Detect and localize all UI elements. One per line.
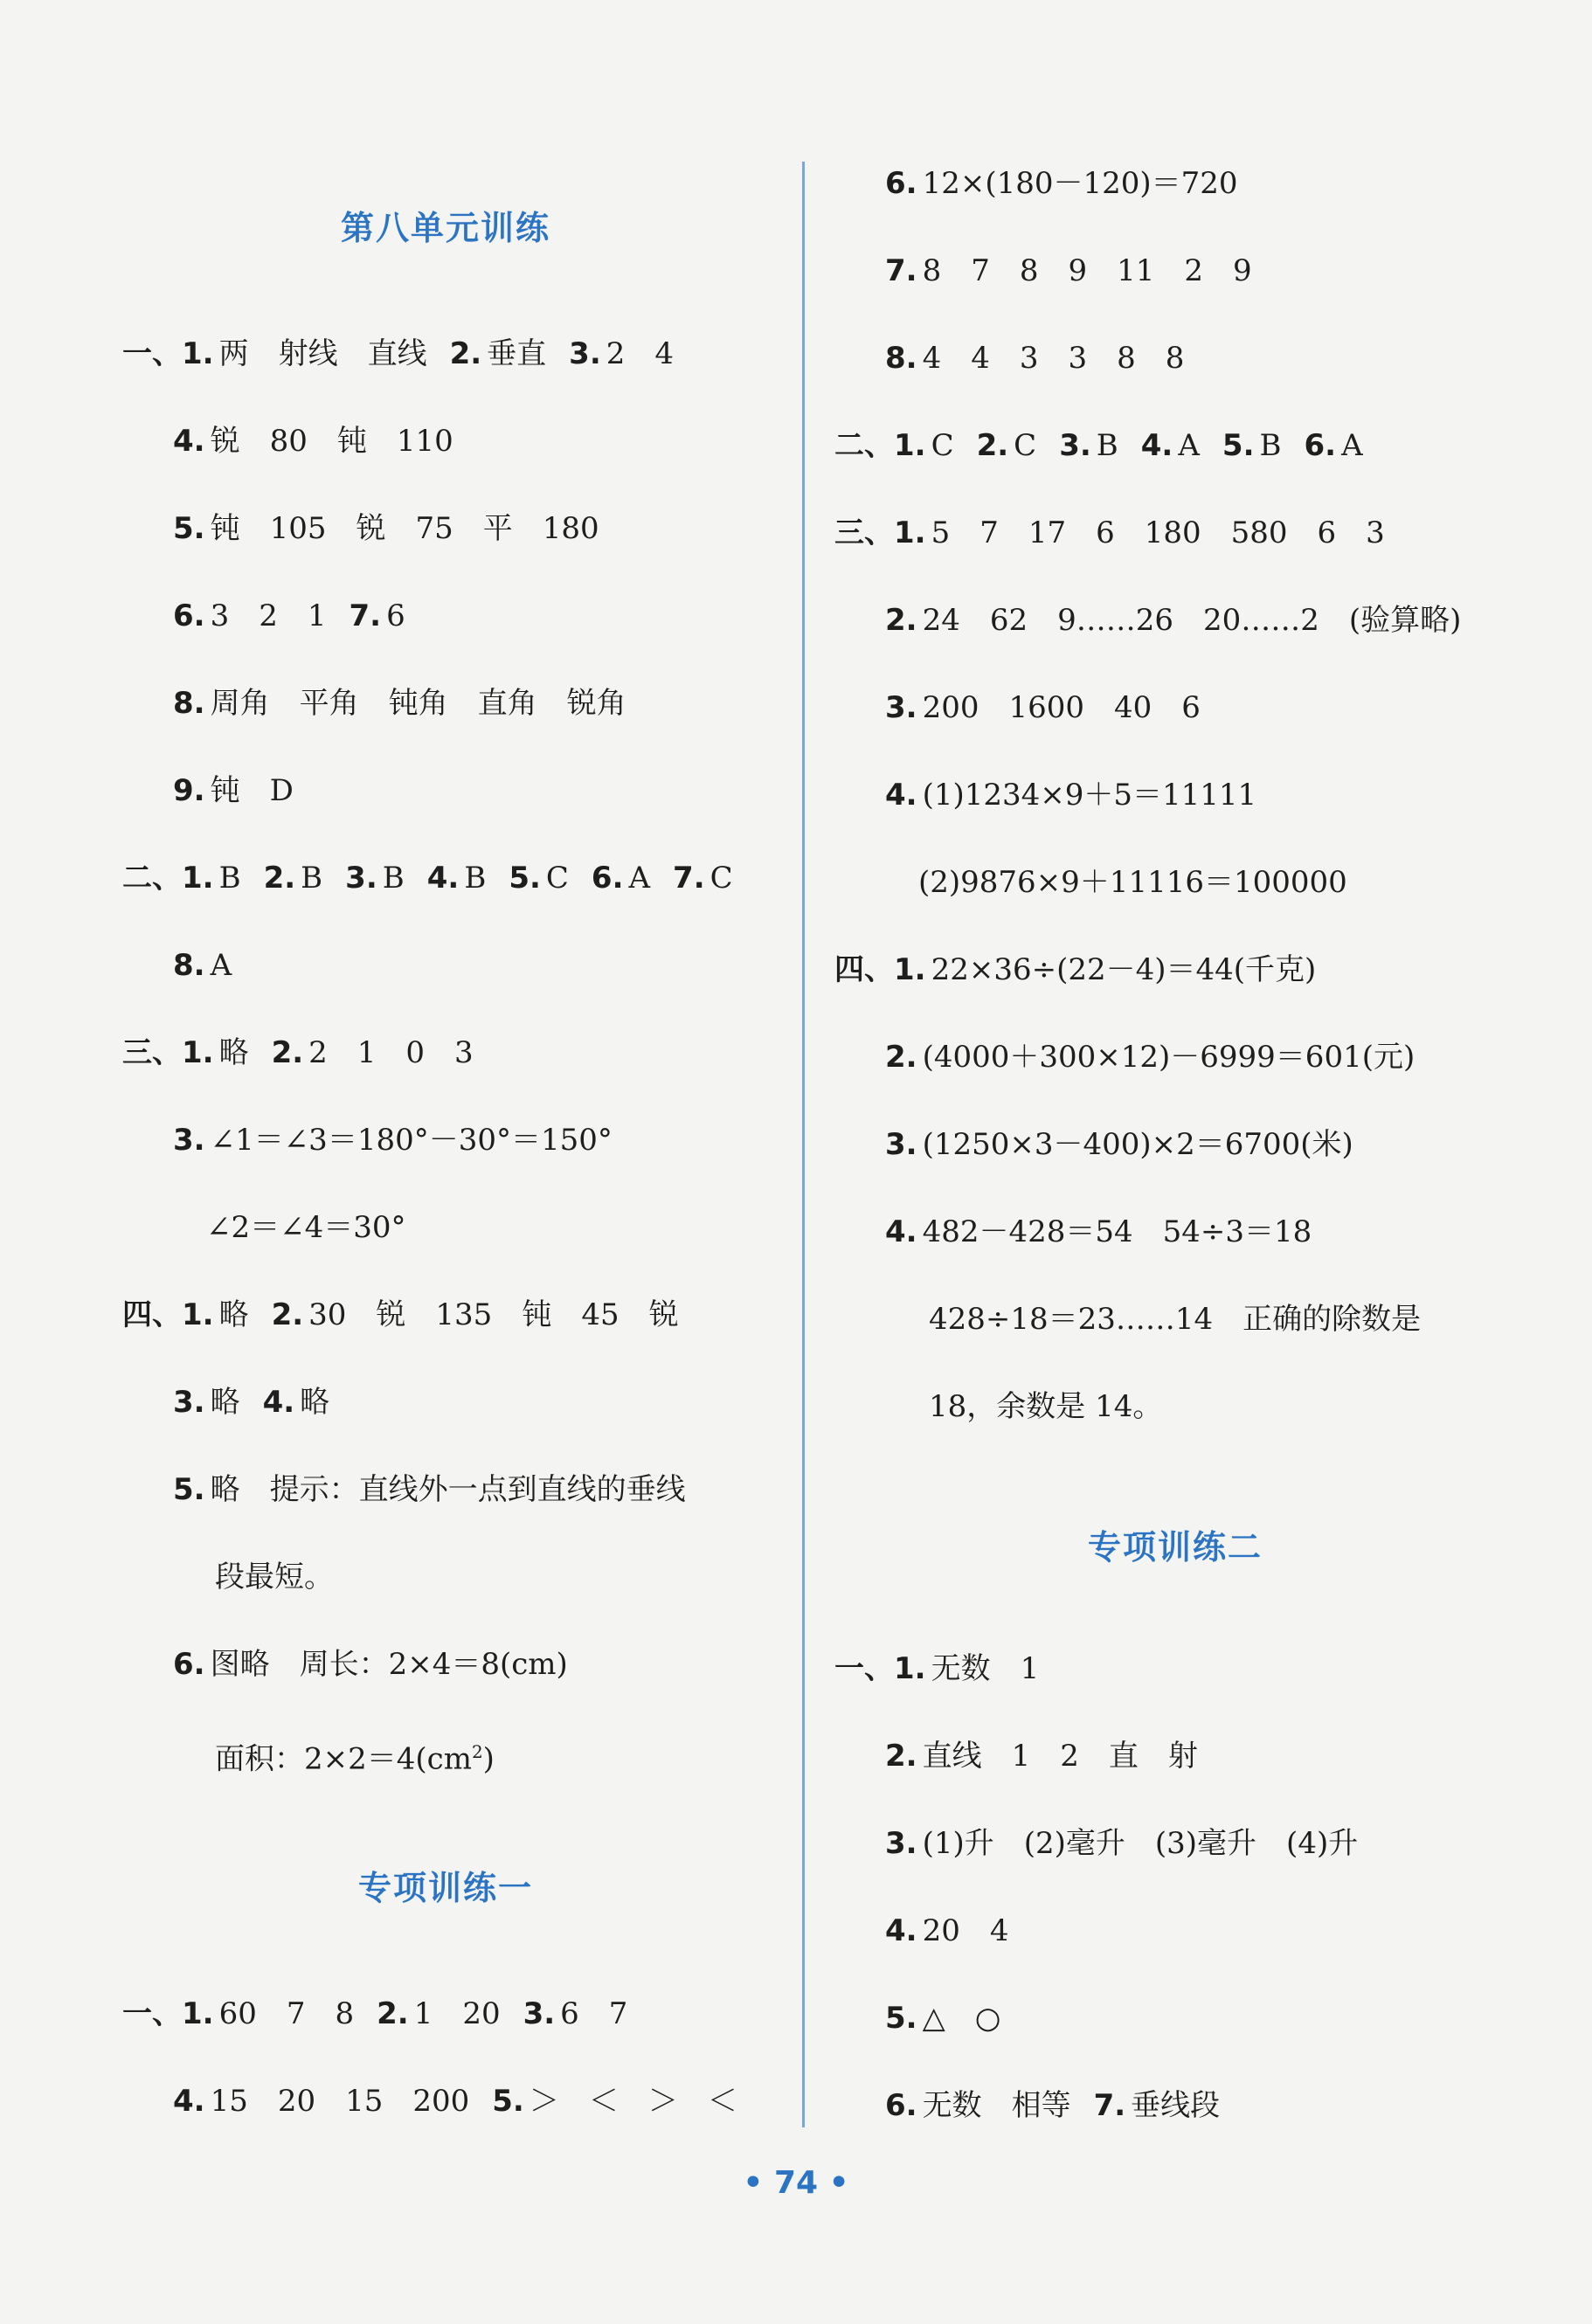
answer-line: (2)9876×9＋11116＝100000 — [918, 865, 1347, 900]
answer-line: 四、1. 略 2. 30 锐 135 钝 45 锐 — [122, 1297, 679, 1332]
answer-line: 三、1. 略 2. 2 1 0 3 — [122, 1035, 474, 1070]
answer-line: 6. 无数 相等 7. 垂线段 — [885, 2088, 1221, 2123]
answer-line: 二、1. B 2. B 3. B 4. B 5. C 6. A 7. C — [122, 861, 733, 896]
answer-line: 四、1. 22×36÷(22－4)＝44(千克) — [834, 952, 1317, 987]
answer-line: 4. 15 20 15 200 5. ＞ ＜ ＞ ＜ — [173, 2084, 737, 2119]
answer-line: 5. 略 提示：直线外一点到直线的垂线 — [173, 1472, 686, 1507]
section-heading-special1: 专项训练一 — [357, 1869, 533, 1907]
answer-line: 6. 图略 周长：2×4＝8(cm) — [173, 1647, 568, 1682]
column-divider — [802, 162, 805, 2127]
answer-line: 18，余数是 14。 — [929, 1389, 1163, 1424]
answer-line: 一、1. 60 7 8 2. 1 20 3. 6 7 — [122, 1996, 628, 2031]
answer-line: 6. 12×(180－120)＝720 — [885, 166, 1238, 201]
answer-line: 5. 钝 105 锐 75 平 180 — [173, 511, 599, 546]
answer-line: 8. 4 4 3 3 8 8 — [885, 341, 1185, 376]
answer-line: 段最短。 — [215, 1560, 334, 1594]
answer-line: 三、1. 5 7 17 6 180 580 6 3 — [834, 515, 1385, 550]
answer-line: 3. 略 4. 略 — [173, 1385, 330, 1420]
answer-line: 2. 24 62 9……26 20……2 (验算略) — [885, 603, 1462, 638]
section-heading-special2: 专项训练二 — [1087, 1528, 1263, 1567]
answer-line: 4. (1)1234×9＋5＝11111 — [885, 778, 1257, 813]
answer-line: 8. A — [173, 948, 232, 983]
answer-line: 一、1. 无数 1 — [834, 1651, 1040, 1686]
answer-line: 4. 20 4 — [885, 1913, 1009, 1948]
answer-line: 一、1. 两 射线 直线 2. 垂直 3. 2 4 — [122, 336, 674, 371]
answer-line: 面积：$2\times 2=4(cm^2)$ — [215, 1741, 495, 1777]
answer-line: 428÷18＝23……14 正确的除数是 — [929, 1302, 1422, 1337]
answer-line: 2. 直线 1 2 直 射 — [885, 1739, 1198, 1774]
answer-line: 9. 钝 D — [173, 773, 294, 808]
answer-line: 7. 8 7 8 9 11 2 9 — [885, 253, 1252, 288]
answer-line: 8. 周角 平角 钝角 直角 锐角 — [173, 686, 626, 721]
answer-line: 3. ∠1＝∠3＝180°－30°＝150° — [173, 1123, 613, 1158]
answer-line: 5. △ ○ — [885, 2001, 1001, 2036]
section-heading-unit8: 第八单元训练 — [340, 209, 550, 247]
answer-line: 二、1. C 2. C 3. B 4. A 5. B 6. A — [834, 428, 1363, 463]
answer-line: 4. 锐 80 钝 110 — [173, 424, 453, 459]
page-number: • 74 • — [743, 2165, 849, 2201]
answer-line: 2. (4000＋300×12)－6999＝601(元) — [885, 1040, 1415, 1075]
answer-line: 3. (1250×3－400)×2＝6700(米) — [885, 1127, 1353, 1162]
answer-line: 6. 3 2 1 7. 6 — [173, 598, 405, 633]
answer-line: 4. 482－428＝54 54÷3＝18 — [885, 1214, 1312, 1249]
answer-line: 3. 200 1600 40 6 — [885, 690, 1201, 725]
answer-line: ∠2＝∠4＝30° — [206, 1210, 406, 1245]
answer-line: 3. (1)升 (2)毫升 (3)毫升 (4)升 — [885, 1826, 1359, 1861]
